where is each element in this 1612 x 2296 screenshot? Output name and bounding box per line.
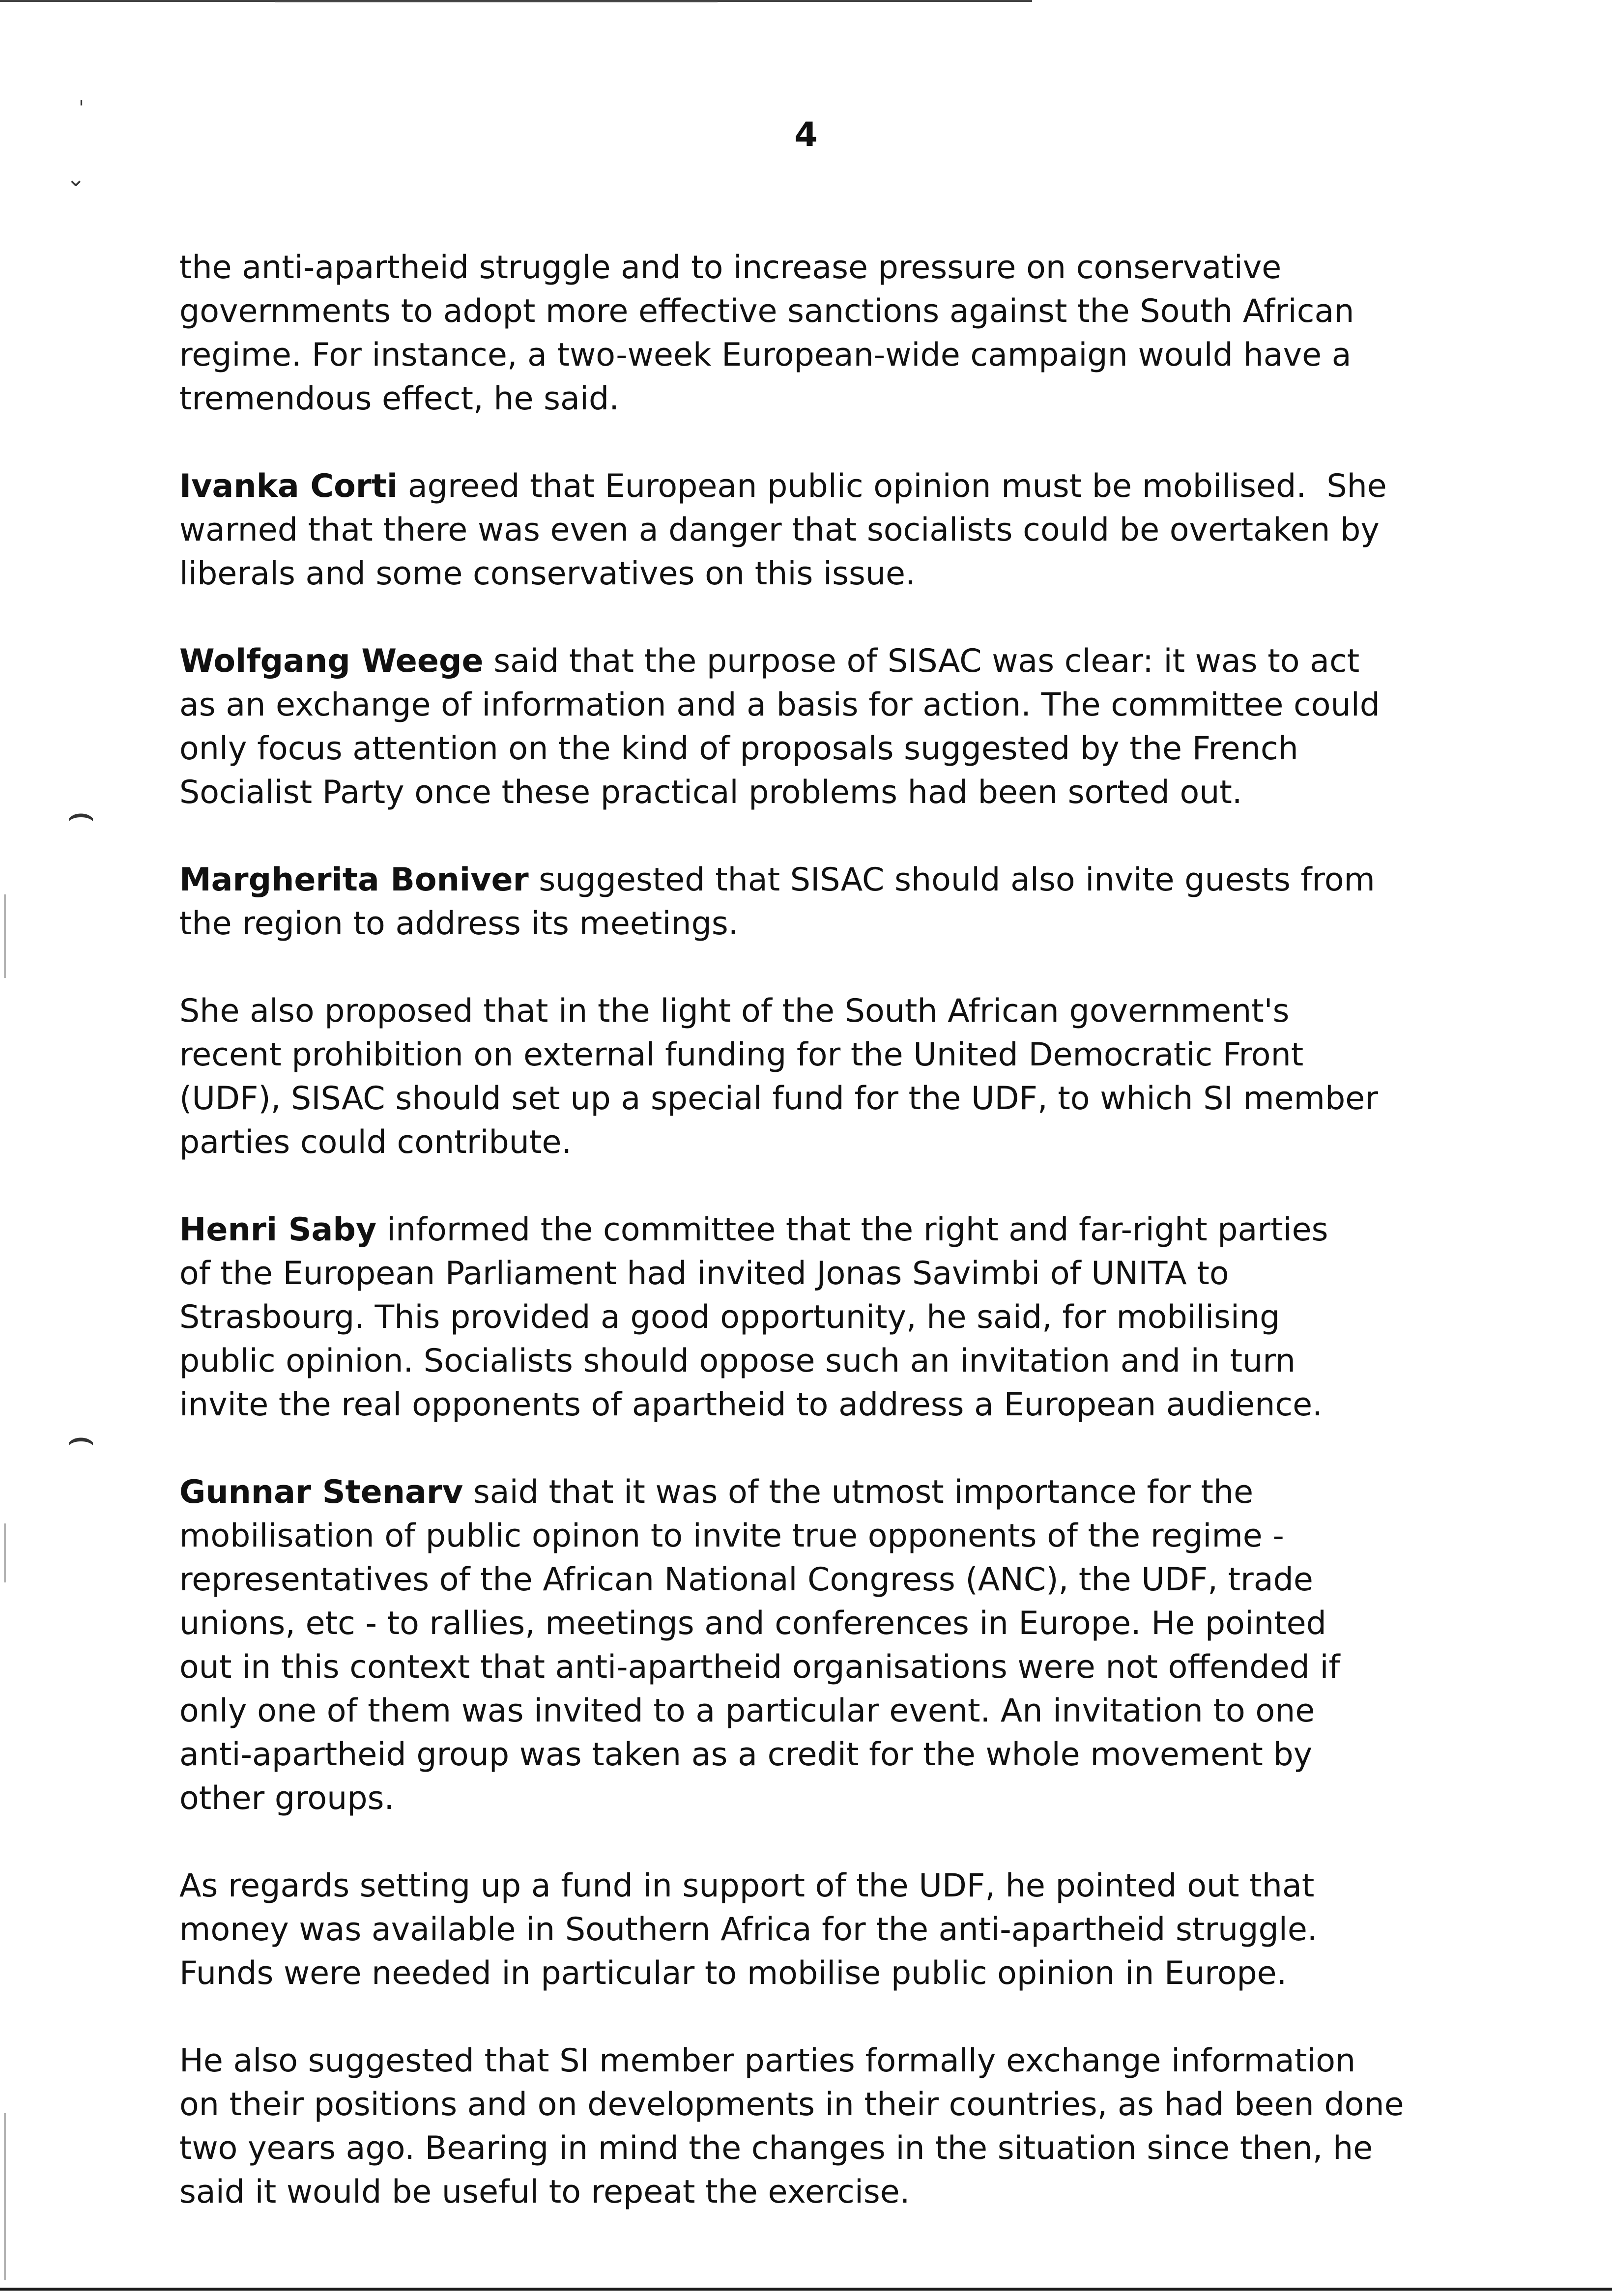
scan-edge-bottom — [0, 2288, 1612, 2291]
text-line: only one of them was invited to a particular event. An invitation to one — [179, 1693, 1315, 1729]
paragraph — [179, 2039, 1404, 2214]
text-fragment: suggested that SISAC should also invite guests from — [528, 861, 1375, 898]
text-line: Strasbourg. This provided a good opportunity, he said, for mobilising — [179, 1299, 1280, 1336]
document-body — [179, 246, 1404, 2258]
speaker-name: Margherita Boniver — [179, 861, 529, 898]
text-line — [179, 858, 1375, 902]
scan-edge-top-faint — [275, 1, 718, 2]
text-line: money was available in Southern Africa for the anti-apartheid struggle. — [179, 1911, 1318, 1948]
text-line: invite the real opponents of apartheid to address a European audience. — [179, 1386, 1323, 1423]
text-line — [179, 464, 1387, 508]
text-line: governments to adopt more effective sanctions against the South African — [179, 293, 1354, 330]
text-line: two years ago. Bearing in mind the changes in the situation since then, he — [179, 2130, 1373, 2167]
text-line: representatives of the African National Congress (ANC), the UDF, trade — [179, 1561, 1313, 1598]
text-line: the region to address its meetings. — [179, 905, 739, 942]
speaker-name: Henri Saby — [179, 1211, 377, 1248]
text-line: parties could contribute. — [179, 1124, 572, 1161]
text-line — [179, 1208, 1349, 1252]
text-line: warned that there was even a danger that socialists could be overtaken by — [179, 512, 1380, 548]
text-line: recent prohibition on external funding for the United Democratic Front — [179, 1036, 1304, 1073]
margin-mark-arc: ⌢ — [66, 787, 96, 839]
paragraph — [179, 989, 1378, 1164]
paragraph — [179, 464, 1387, 596]
speaker-name: Ivanka Corti — [179, 468, 398, 505]
text-line: public opinion. Socialists should oppose such an invitation and in turn — [179, 1343, 1296, 1379]
text-line — [179, 639, 1360, 683]
text-line: tremendous effect, he said. — [179, 380, 619, 417]
text-line: on their positions and on developments in their countries, as had been done — [179, 2086, 1404, 2123]
paragraph — [179, 639, 1381, 814]
text-fragment: informed the committee that the right and far-right parties — [376, 1211, 1328, 1248]
scan-edge-left — [4, 1523, 6, 1582]
text-line: said it would be useful to repeat the exercise. — [179, 2174, 910, 2210]
paragraph — [179, 858, 1375, 946]
text-line: out in this context that anti-apartheid organisations were not offended if — [179, 1649, 1340, 1686]
text-line: mobilisation of public opinon to invite true opponents of the regime - — [179, 1518, 1284, 1554]
paragraph — [179, 246, 1354, 421]
text-line: other groups. — [179, 1780, 395, 1817]
text-line: He also suggested that SI member parties formally exchange information — [179, 2042, 1356, 2079]
text-line: of the European Parliament had invited Jonas Savimbi of UNITA to — [179, 1255, 1229, 1292]
speaker-name: Wolfgang Weege — [179, 643, 484, 680]
paragraph — [179, 1208, 1349, 1427]
paragraph — [179, 1470, 1349, 1820]
margin-mark-tick: ⌄ — [66, 165, 86, 192]
text-line: only focus attention on the kind of proposals suggested by the French — [179, 730, 1298, 767]
scan-edge-left — [4, 2113, 6, 2280]
text-line: liberals and some conservatives on this issue. — [179, 555, 916, 592]
page-number: 4 — [794, 115, 818, 154]
text-line: unions, etc - to rallies, meetings and conferences in Europe. He pointed — [179, 1605, 1326, 1642]
text-line: regime. For instance, a two-week European-wide campaign would have a — [179, 337, 1352, 373]
text-line: (UDF), SISAC should set up a special fund for the UDF, to which SI member — [179, 1080, 1378, 1117]
text-line: Socialist Party once these practical problems had been sorted out. — [179, 774, 1242, 811]
text-line: Funds were needed in particular to mobilise public opinion in Europe. — [179, 1955, 1287, 1992]
text-fragment: agreed that European public opinion must be mobilised. She — [398, 468, 1387, 505]
text-line: as an exchange of information and a basis for action. The committee could — [179, 687, 1381, 723]
speaker-name: Gunnar Stenarv — [179, 1474, 463, 1511]
paragraph — [179, 1864, 1349, 1995]
text-fragment: said that it was of the utmost importance for the — [463, 1474, 1254, 1511]
text-line: As regards setting up a fund in support of the UDF, he pointed out that — [179, 1867, 1315, 1904]
text-fragment: said that the purpose of SISAC was clear: it was to act — [483, 643, 1360, 680]
text-line: anti-apartheid group was taken as a credit for the whole movement by — [179, 1736, 1313, 1773]
scan-edge-left — [4, 894, 6, 978]
text-line: She also proposed that in the light of the South African government's — [179, 993, 1290, 1030]
margin-mark-dot: ' — [79, 97, 84, 119]
margin-mark-arc: ⌢ — [66, 1411, 96, 1463]
text-line — [179, 1470, 1349, 1514]
text-line: the anti-apartheid struggle and to increase pressure on conservative — [179, 249, 1282, 286]
